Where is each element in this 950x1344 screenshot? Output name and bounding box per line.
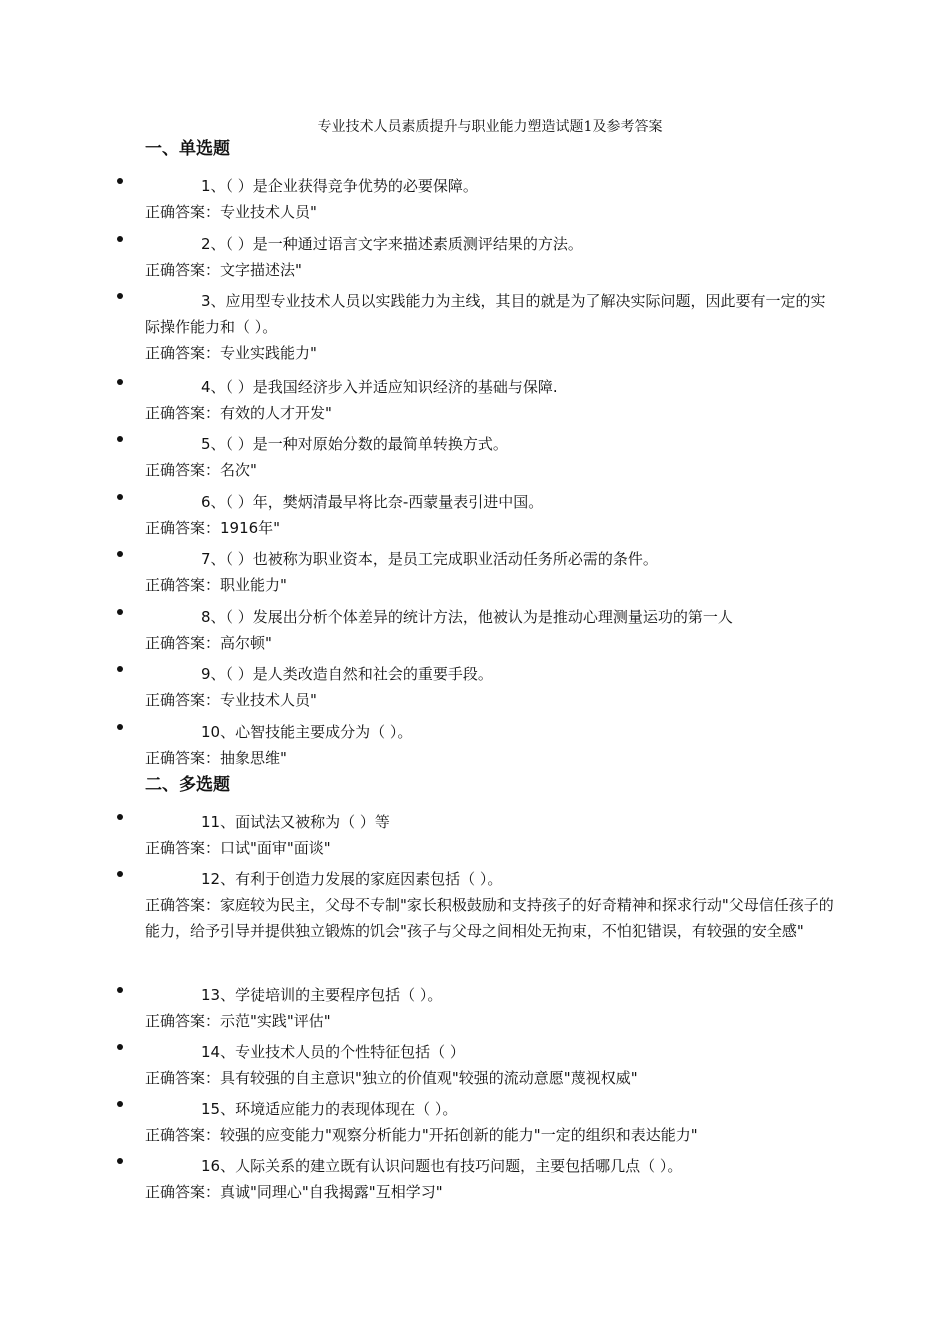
question-text: 9、（ ）是人类改造自然和社会的重要手段。 (201, 665, 493, 683)
question-item (145, 288, 835, 366)
answer-text: 正确答案：1916年" (145, 519, 281, 537)
question-item (145, 431, 835, 483)
bullet-icon (117, 436, 123, 442)
question-item (145, 231, 835, 283)
question-text: 13、学徒培训的主要程序包括（ ）。 (201, 986, 443, 1004)
question-item (145, 1096, 835, 1148)
question-item (145, 719, 835, 771)
question-text: 5、（ ）是一种对原始分数的最简单转换方式。 (201, 435, 508, 453)
section-heading-multiple-choice: 二、多选题 (145, 775, 230, 795)
question-item (145, 489, 835, 541)
bullet-icon (117, 724, 123, 730)
bullet-icon (117, 236, 123, 242)
bullet-icon (117, 1158, 123, 1164)
answer-text: 正确答案：较强的应变能力"观察分析能力"开拓创新的能力"一定的组织和表达能力" (145, 1126, 698, 1144)
question-text: 7、（ ）也被称为职业资本，是员工完成职业活动任务所必需的条件。 (201, 550, 658, 568)
question-text: 10、心智技能主要成分为（ ）。 (201, 723, 413, 741)
question-text: 3、应用型专业技术人员以实践能力为主线，其目的就是为了解决实际问题，因此要有一定的实际操作能力和（ ）。 (145, 292, 826, 336)
question-item (145, 374, 835, 426)
answer-text: 正确答案：有效的人才开发" (145, 404, 332, 422)
bullet-icon (117, 494, 123, 500)
question-text: 16、人际关系的建立既有认识问题也有技巧问题，主要包括哪几点（ ）。 (201, 1157, 683, 1175)
question-item (145, 809, 835, 861)
question-text: 2、（ ）是一种通过语言文字来描述素质测评结果的方法。 (201, 235, 583, 253)
question-text: 8、（ ）发展出分析个体差异的统计方法，他被认为是推动心理测量运功的第一人 (201, 608, 733, 626)
bullet-icon (117, 379, 123, 385)
question-text: 14、专业技术人员的个性特征包括（ ） (201, 1043, 465, 1061)
answer-text: 正确答案：真诚"同理心"自我揭露"互相学习" (145, 1183, 443, 1201)
section-heading-single-choice: 一、单选题 (145, 139, 230, 159)
question-item (145, 866, 835, 944)
question-item (145, 604, 835, 656)
question-item (145, 982, 835, 1034)
answer-text: 正确答案：文字描述法" (145, 261, 302, 279)
bullet-icon (117, 293, 123, 299)
bullet-icon (117, 1101, 123, 1107)
answer-text: 正确答案：专业实践能力" (145, 344, 317, 362)
question-item (145, 1153, 835, 1205)
question-text: 15、环境适应能力的表现体现在（ ）。 (201, 1100, 458, 1118)
bullet-icon (117, 551, 123, 557)
bullet-icon (117, 987, 123, 993)
question-item (145, 661, 835, 713)
answer-text: 正确答案：示范"实践"评估" (145, 1012, 331, 1030)
document-title: 专业技术人员素质提升与职业能力塑造试题1及参考答案 (317, 119, 663, 135)
answer-text: 正确答案：口试"面审"面谈" (145, 839, 331, 857)
question-item (145, 546, 835, 598)
answer-text: 正确答案：职业能力" (145, 576, 287, 594)
answer-text: 正确答案：家庭较为民主，父母不专制"家长积极鼓励和支持孩子的好奇精神和探求行动"父母信任孩子的能力，给予引导并提供独立锻炼的饥会"孩子与父母之间相处无拘束，不怕犯错误，有较强的安全感" (145, 896, 834, 940)
question-item (145, 1039, 835, 1091)
bullet-icon (117, 609, 123, 615)
question-text: 4、（ ）是我国经济步入并适应知识经济的基础与保障. (201, 378, 558, 396)
answer-text: 正确答案：名次" (145, 461, 257, 479)
answer-text: 正确答案：专业技术人员" (145, 691, 317, 709)
bullet-icon (117, 178, 123, 184)
answer-text: 正确答案：具有较强的自主意识"独立的价值观"较强的流动意愿"蔑视权威" (145, 1069, 638, 1087)
answer-text: 正确答案：抽象思维" (145, 749, 287, 767)
bullet-icon (117, 666, 123, 672)
question-text: 1、（ ）是企业获得竞争优势的必要保障。 (201, 177, 478, 195)
question-text: 11、面试法又被称为（ ）等 (201, 813, 390, 831)
answer-text: 正确答案：高尔顿" (145, 634, 272, 652)
answer-text: 正确答案：专业技术人员" (145, 203, 317, 221)
question-text: 12、有利于创造力发展的家庭因素包括（ ）。 (201, 870, 503, 888)
question-item (145, 173, 835, 225)
bullet-icon (117, 871, 123, 877)
bullet-icon (117, 814, 123, 820)
bullet-icon (117, 1044, 123, 1050)
question-text: 6、（ ）年，樊炳清最早将比奈-西蒙量表引进中国。 (201, 493, 544, 511)
